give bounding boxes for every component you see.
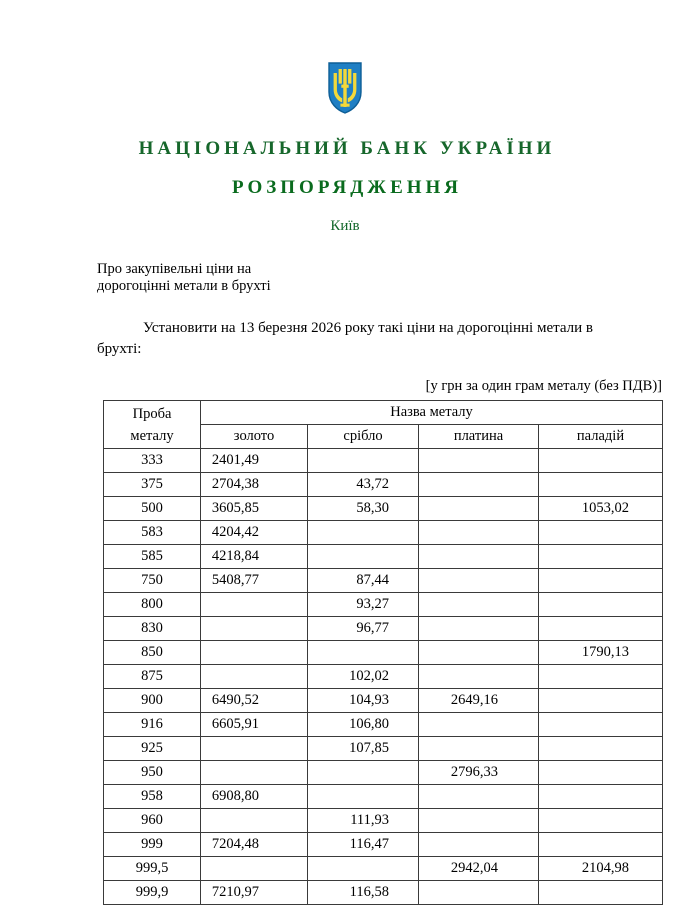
cell-proba: 830 [104,617,201,641]
table-row [104,809,663,833]
cell-proba: 375 [104,473,201,497]
cell-proba: 950 [104,761,201,785]
cell-silver [308,545,419,569]
cell-proba: 900 [104,689,201,713]
prices-table [103,400,663,905]
cell-proba: 500 [104,497,201,521]
cell-gold: 4218,84 [201,545,308,569]
table-row [104,737,663,761]
cell-silver: 93,27 [308,593,419,617]
subject-line-1: Про закупівельні ціни на [97,261,252,277]
cell-proba: 999 [104,833,201,857]
cell-proba: 875 [104,665,201,689]
cell-gold: 5408,77 [201,569,308,593]
cell-platinum [419,617,539,641]
cell-proba: 585 [104,545,201,569]
cell-gold [201,737,308,761]
column-header-silver: срібло [308,425,419,449]
column-header-gold: золото [201,425,308,449]
cell-gold: 3605,85 [201,497,308,521]
document-type-heading: РОЗПОРЯДЖЕННЯ [231,177,463,198]
table-row [104,761,663,785]
cell-gold: 2704,38 [201,473,308,497]
table-row [104,833,663,857]
table-row [104,617,663,641]
cell-platinum [419,497,539,521]
table-header-row-1 [104,401,663,425]
table-row [104,641,663,665]
cell-silver [308,521,419,545]
cell-gold: 7210,97 [201,881,308,905]
table-row [104,665,663,689]
cell-gold [201,809,308,833]
cell-silver: 58,30 [308,497,419,521]
cell-proba: 999,5 [104,857,201,881]
cell-palladium: 2104,98 [539,857,663,881]
table-row [104,881,663,905]
cell-silver: 43,72 [308,473,419,497]
cell-proba: 750 [104,569,201,593]
table-header [104,401,663,449]
cell-platinum [419,593,539,617]
cell-proba: 916 [104,713,201,737]
cell-palladium [539,785,663,809]
cell-silver: 107,85 [308,737,419,761]
cell-palladium: 1053,02 [539,497,663,521]
cell-silver: 96,77 [308,617,419,641]
column-header-proba-line2: металу [130,427,174,444]
cell-palladium [539,449,663,473]
cell-palladium [539,473,663,497]
cell-gold [201,617,308,641]
cell-palladium [539,617,663,641]
table-row [104,449,663,473]
cell-gold: 4204,42 [201,521,308,545]
cell-gold: 2401,49 [201,449,308,473]
cell-platinum: 2942,04 [419,857,539,881]
cell-platinum: 2649,16 [419,689,539,713]
cell-silver: 102,02 [308,665,419,689]
table-row [104,545,663,569]
cell-gold [201,641,308,665]
cell-palladium [539,689,663,713]
cell-proba: 999,9 [104,881,201,905]
cell-palladium [539,809,663,833]
cell-platinum [419,545,539,569]
column-header-proba-line1: Проба [132,405,172,422]
cell-proba: 850 [104,641,201,665]
cell-platinum [419,809,539,833]
cell-platinum [419,521,539,545]
cell-platinum [419,449,539,473]
cell-palladium [539,833,663,857]
column-header-proba [104,401,201,449]
table-row [104,857,663,881]
cell-silver: 111,93 [308,809,419,833]
cell-gold: 6605,91 [201,713,308,737]
cell-palladium [539,593,663,617]
cell-palladium [539,713,663,737]
ukraine-coat-of-arms-icon [328,62,362,114]
page-title: НАЦІОНАЛЬНИЙ БАНК УКРАЇНИ [138,138,556,159]
column-header-platinum: платина [419,425,539,449]
table-row [104,569,663,593]
cell-gold: 6490,52 [201,689,308,713]
cell-platinum [419,713,539,737]
cell-gold: 7204,48 [201,833,308,857]
cell-palladium [539,761,663,785]
table-row [104,593,663,617]
subject-block [97,261,427,295]
cell-palladium [539,569,663,593]
column-header-palladium: паладій [539,425,663,449]
cell-silver: 116,58 [308,881,419,905]
cell-silver: 104,93 [308,689,419,713]
cell-silver [308,857,419,881]
table-row [104,521,663,545]
cell-gold [201,761,308,785]
subject-line-2: дорогоцінні метали в брухті [97,278,271,294]
cell-silver [308,785,419,809]
cell-platinum: 2796,33 [419,761,539,785]
cell-platinum [419,737,539,761]
cell-platinum [419,641,539,665]
cell-palladium [539,881,663,905]
column-group-header-metal-name: Назва металу [201,401,663,425]
table-row [104,713,663,737]
cell-proba: 960 [104,809,201,833]
cell-platinum [419,881,539,905]
cell-proba: 583 [104,521,201,545]
cell-platinum [419,569,539,593]
cell-silver: 106,80 [308,713,419,737]
cell-gold [201,593,308,617]
cell-silver: 87,44 [308,569,419,593]
units-note: [у грн за один грам металу (без ПДВ)] [425,378,662,394]
table-row [104,497,663,521]
table-body [104,449,663,905]
cell-palladium [539,521,663,545]
cell-gold [201,857,308,881]
cell-palladium [539,545,663,569]
cell-palladium [539,737,663,761]
cell-platinum [419,665,539,689]
cell-proba: 958 [104,785,201,809]
cell-silver [308,641,419,665]
city-label: Київ [330,218,360,234]
cell-silver [308,449,419,473]
cell-platinum [419,785,539,809]
table-row [104,785,663,809]
cell-silver [308,761,419,785]
cell-proba: 800 [104,593,201,617]
cell-palladium: 1790,13 [539,641,663,665]
cell-palladium [539,665,663,689]
cell-platinum [419,833,539,857]
emblem-container [0,0,690,114]
cell-gold [201,665,308,689]
cell-silver: 116,47 [308,833,419,857]
table-row [104,473,663,497]
table-row [104,689,663,713]
cell-proba: 333 [104,449,201,473]
cell-proba: 925 [104,737,201,761]
prices-table-container [103,400,662,905]
cell-gold: 6908,80 [201,785,308,809]
body-paragraph: Установити на 13 березня 2026 року такі ціни на дорогоцінні метали в брухті: [97,320,593,357]
cell-platinum [419,473,539,497]
